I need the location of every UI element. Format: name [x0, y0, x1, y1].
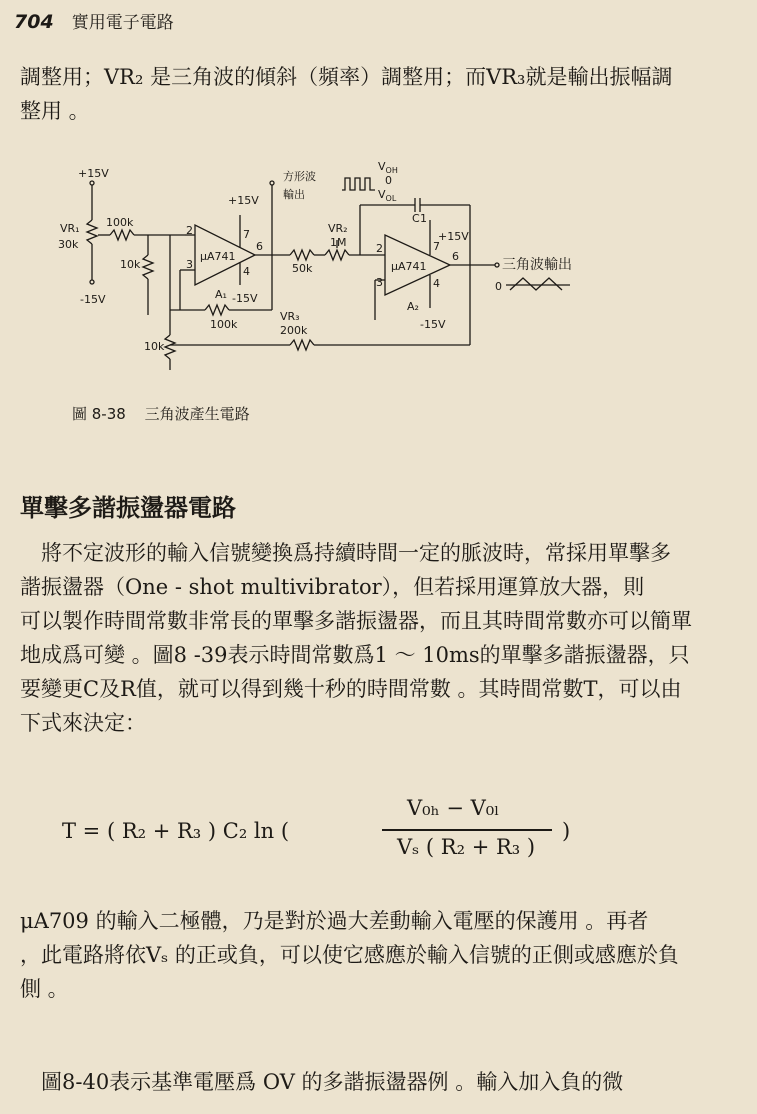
- body-line: 地成爲可變 。圖8 -39表示時間常數爲1 ～ 10ms的單擊多諧振盪器，只: [20, 643, 690, 667]
- intro-line: 整用 。: [20, 99, 90, 123]
- label: 輸出: [283, 188, 305, 201]
- label: 1M: [330, 236, 347, 249]
- book-title: 實用電子電路: [71, 13, 174, 33]
- label: 0: [495, 280, 502, 293]
- label: 1: [420, 212, 427, 225]
- label: 3: [186, 258, 193, 271]
- time-constant-formula: [62, 792, 582, 862]
- formula-lhs: T = ( R₂ + R₃ ) C₂ ln (: [62, 819, 290, 843]
- intro-line: 調整用；VR₂ 是三角波的傾斜（頻率）調整用；而VR₃就是輸出振幅調: [20, 65, 673, 89]
- body-paragraph-3: 圖8-40表示基準電壓爲 OV 的多諧振盪器例 。輸入加入負的微: [20, 1070, 624, 1094]
- label: VR₃: [280, 310, 300, 323]
- formula-rparen: ): [562, 819, 571, 843]
- label: VR₂: [328, 222, 348, 235]
- label: 10k: [120, 258, 141, 271]
- body-line: 要變更C及R值，就可以得到幾十秒的時間常數 。其時間常數T，可以由: [20, 677, 682, 701]
- label: +15V: [228, 194, 259, 207]
- formula-numerator: V₀ₕ − V₀ₗ: [407, 796, 500, 820]
- label: -15V: [420, 318, 446, 331]
- label: -15V: [232, 292, 258, 305]
- label: $V_{OL}$: [378, 188, 397, 203]
- label: 3: [376, 276, 383, 289]
- intro-paragraph: [20, 60, 742, 128]
- triangle-wave-circuit-diagram: [40, 160, 620, 390]
- label: 2: [376, 242, 383, 255]
- body-line: 諧振盪器（One - shot multivibrator），但若採用運算放大器，則: [20, 575, 645, 599]
- formula-denominator: Vₛ ( R₂ + R₃ ): [397, 835, 536, 859]
- label: $V_{OH}$: [378, 160, 398, 175]
- label: A₂: [407, 300, 419, 313]
- label: 6: [256, 240, 263, 253]
- label: 100k: [106, 216, 134, 229]
- label: +15V: [78, 167, 109, 180]
- fraction-bar: [382, 829, 552, 831]
- label: 4: [243, 265, 250, 278]
- body-paragraph-2: [20, 904, 742, 1006]
- body-line: 可以製作時間常數非常長的單擊多諧振盪器，而且其時間常數亦可以簡單: [20, 609, 692, 633]
- label: 4: [433, 277, 440, 290]
- body-line: 側 。: [20, 977, 69, 1001]
- label: 10k: [144, 340, 165, 353]
- label: 100k: [210, 318, 238, 331]
- page-header: [14, 8, 174, 33]
- figure-caption: [72, 403, 264, 424]
- label: C: [412, 212, 420, 225]
- figure-number: 圖 8-38: [72, 405, 126, 423]
- page-number: 704: [14, 11, 54, 33]
- label: VR₁: [60, 222, 80, 235]
- body-line: ，此電路將依Vₛ 的正或負，可以使它感應於輸入信號的正側或感應於負: [20, 943, 679, 967]
- label: 200k: [280, 324, 308, 337]
- label: 方形波: [283, 170, 316, 183]
- label: +15V: [438, 230, 469, 243]
- label: -15V: [80, 293, 106, 306]
- body-line: 下式來決定：: [20, 711, 146, 735]
- label: 50k: [292, 262, 313, 275]
- section-title: 單擊多諧振盪器電路: [20, 494, 236, 522]
- body-paragraph-1: [20, 536, 742, 740]
- label: 7: [243, 228, 250, 241]
- body-line: μA709 的輸入二極體，乃是對於過大差動輸入電壓的保護用 。再者: [20, 909, 649, 933]
- label: 2: [186, 224, 193, 237]
- label: 30k: [58, 238, 79, 251]
- figure-caption-text: 三角波產生電路: [144, 405, 250, 423]
- label: 0: [385, 174, 392, 187]
- label: A₁: [215, 288, 227, 301]
- label: μA741: [200, 250, 236, 263]
- label: 三角波輸出: [502, 257, 572, 273]
- label: 7: [433, 240, 440, 253]
- label: 6: [452, 250, 459, 263]
- body-line: 將不定波形的輸入信號變換爲持續時間一定的脈波時，常採用單擊多: [20, 541, 671, 565]
- label: μA741: [391, 260, 427, 273]
